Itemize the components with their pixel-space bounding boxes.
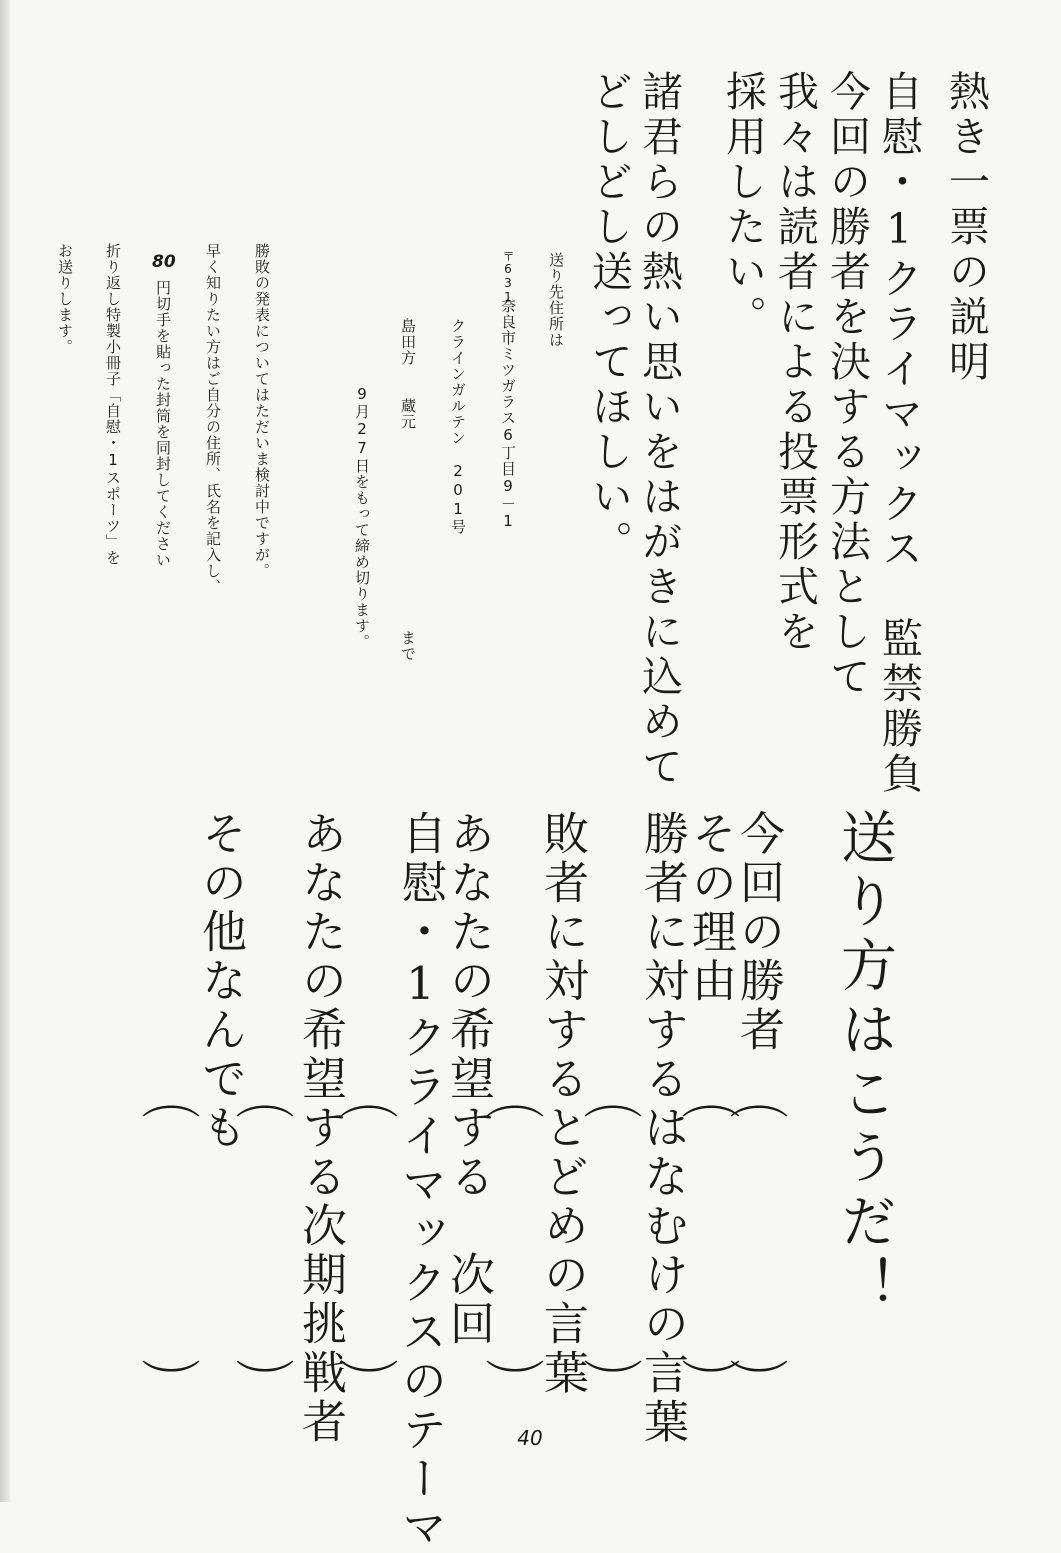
close-bracket: ︶ (680, 1357, 742, 1401)
form-heading: 送り方はこうだ！ (832, 808, 897, 1320)
form-item: その理由 (684, 810, 737, 1006)
open-bracket: ︵ (484, 1079, 546, 1123)
intro-line: 採用したい。 (719, 70, 767, 340)
address-street: 奈良市ミツガラス6丁目9－1 (499, 298, 517, 531)
note-line: お送りします。 (56, 243, 74, 355)
address-label: 送り先住所は (547, 252, 565, 348)
form-item: 勝者に対するはなむけの言葉 (636, 810, 689, 1447)
close-bracket: ︶ (728, 1357, 790, 1401)
note-line: 円切手を貼った封筒を同封してください (154, 280, 172, 568)
form-item: 自慰・1クライマックスのテーマ (394, 810, 447, 1553)
open-bracket: ︵ (234, 1079, 296, 1123)
close-bracket: ︶ (338, 1357, 400, 1401)
form-item: 敗者に対するとどめの言葉 (536, 810, 589, 1398)
close-bracket: ︶ (582, 1357, 644, 1401)
form-item: 今回の勝者 (732, 810, 785, 1055)
deadline-text: 9月27日をもって締め切ります。 (353, 385, 371, 650)
open-bracket: ︵ (728, 1079, 790, 1123)
appeal-line: どしどし送ってほしい。 (585, 70, 633, 565)
open-bracket: ︵ (338, 1079, 400, 1123)
intro-title: 熱き一票の説明 (942, 70, 990, 385)
form-item: あなたの希望する次期挑戦者 (294, 810, 347, 1447)
open-bracket: ︵ (140, 1079, 202, 1123)
page-binding-edge (0, 0, 10, 1502)
address-made: まで (399, 630, 417, 662)
form-item: あなたの希望する 次回 (442, 810, 495, 1349)
address-name: 島田方 蔵元 (399, 318, 417, 430)
close-bracket: ︶ (140, 1357, 202, 1401)
stamp-amount: 80 (152, 252, 176, 272)
address-building: クラインガルテン 201号 (449, 318, 467, 535)
open-bracket: ︵ (680, 1079, 742, 1123)
intro-line: 我々は読者による投票形式を (771, 70, 819, 655)
page-number: 40 (517, 1426, 543, 1450)
close-bracket: ︶ (234, 1357, 296, 1401)
open-bracket: ︵ (582, 1079, 644, 1123)
intro-line: 今回の勝者を決する方法として (823, 70, 871, 700)
close-bracket: ︶ (484, 1357, 546, 1401)
note-line: 折り返し特製小冊子「自慰・1スポーツ」を (104, 243, 122, 566)
appeal-line: 諸君らの熱い思いをはがきに込めて (635, 70, 683, 790)
note-line: 勝敗の発表についてはただいま検討中ですが。 (253, 243, 271, 579)
intro-line: 自慰・1クライマックス 監禁勝負 (875, 70, 923, 797)
note-line: 早く知りたい方はご自分の住所、氏名を記入し、 (204, 243, 222, 595)
form-item: その他なんでも (194, 810, 247, 1153)
postal-code: 〒631 (501, 250, 515, 304)
